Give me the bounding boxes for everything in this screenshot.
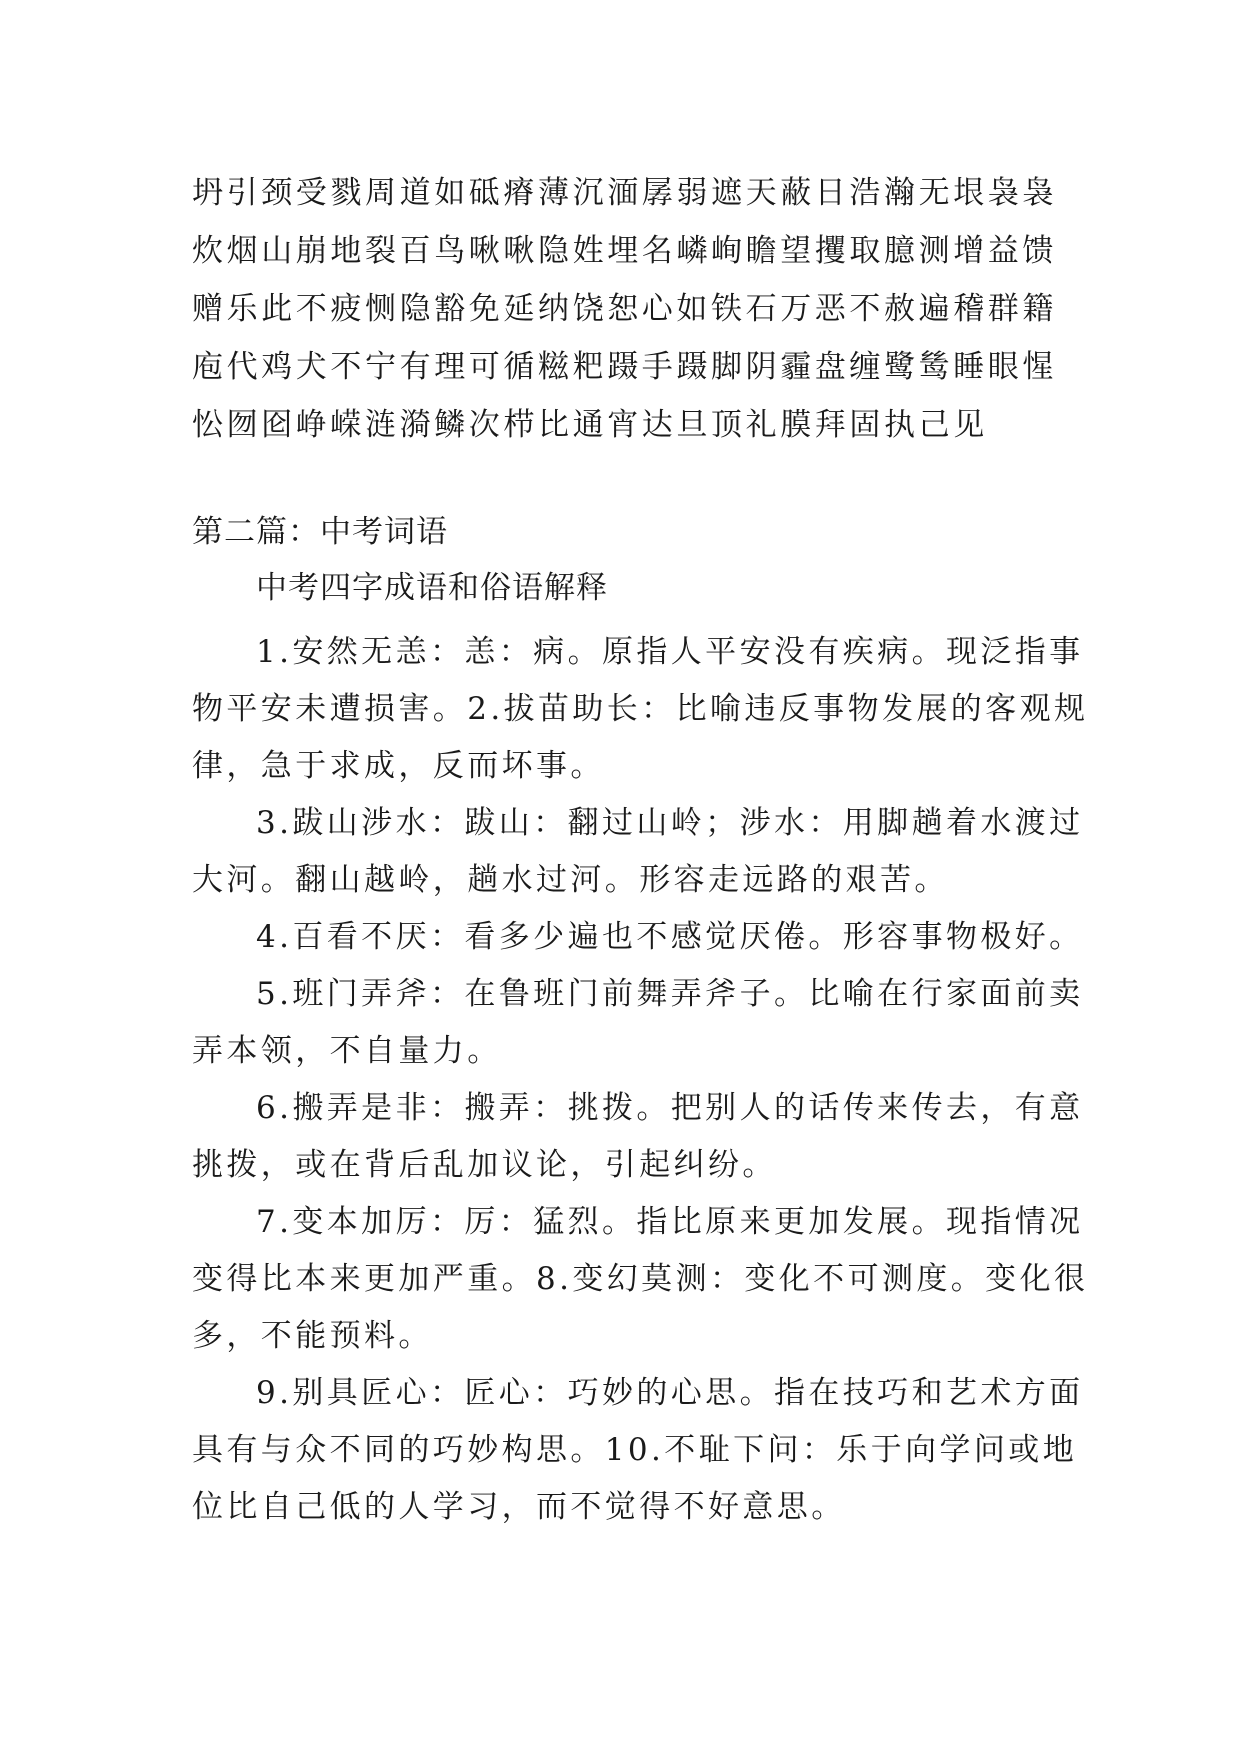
entry-line: 挑拨，或在背后乱加议论，引起纠纷。 xyxy=(192,1147,777,1183)
entry-line: 9.别具匠心：匠心：巧妙的心思。指在技巧和艺术方面 xyxy=(256,1375,1084,1411)
vocab-line: 忪囫囵峥嵘涟漪鳞次栉比通宵达旦顶礼膜拜固执己见 xyxy=(192,407,988,443)
entry-line: 多，不能预料。 xyxy=(192,1318,433,1354)
section-title: 第二篇：中考词语 xyxy=(192,514,448,550)
entry-line: 大河。翻山越岭，趟水过河。形容走远路的艰苦。 xyxy=(192,862,949,898)
entry-line: 位比自己低的人学习，而不觉得不好意思。 xyxy=(192,1489,846,1525)
vocab-line: 坍引颈受戮周道如砥瘠薄沉湎孱弱遮天蔽日浩瀚无垠袅袅 xyxy=(192,175,1057,211)
entry-line: 变得比本来更加严重。8.变幻莫测：变化不可测度。变化很 xyxy=(192,1261,1089,1297)
vocab-line: 炊烟山崩地裂百鸟啾啾隐姓埋名嶙峋瞻望攫取臆测增益馈 xyxy=(192,233,1057,269)
entry-line: 具有与众不同的巧妙构思。10.不耻下问：乐于向学问或地 xyxy=(192,1432,1078,1468)
vocab-line: 庖代鸡犬不宁有理可循糍粑蹑手蹑脚阴霾盘缠鹭鸶睡眼惺 xyxy=(192,349,1057,385)
entry-line: 7.变本加厉：厉：猛烈。指比原来更加发展。现指情况 xyxy=(256,1204,1084,1240)
idiom-entries xyxy=(192,624,1089,1536)
vocab-line: 赠乐此不疲恻隐豁免延纳饶恕心如铁石万恶不赦遍稽群籍 xyxy=(192,291,1057,327)
entry-line: 4.百看不厌：看多少遍也不感觉厌倦。形容事物极好。 xyxy=(256,919,1084,955)
vocabulary-block xyxy=(192,164,1057,454)
entry-line: 1.安然无恙：恙：病。原指人平安没有疾病。现泛指事 xyxy=(256,634,1084,670)
entry-line: 5.班门弄斧：在鲁班门前舞弄斧子。比喻在行家面前卖 xyxy=(256,976,1084,1012)
entry-line: 弄本领，不自量力。 xyxy=(192,1033,502,1069)
entry-line: 3.跋山涉水：跋山：翻过山岭；涉水：用脚趟着水渡过 xyxy=(256,805,1084,841)
section-subtitle: 中考四字成语和俗语解释 xyxy=(256,570,608,606)
entry-line: 6.搬弄是非：搬弄：挑拨。把别人的话传来传去，有意 xyxy=(256,1090,1084,1126)
entry-line: 律，急于求成，反而坏事。 xyxy=(192,748,605,784)
entry-line: 物平安未遭损害。2.拔苗助长：比喻违反事物发展的客观规 xyxy=(192,691,1089,727)
